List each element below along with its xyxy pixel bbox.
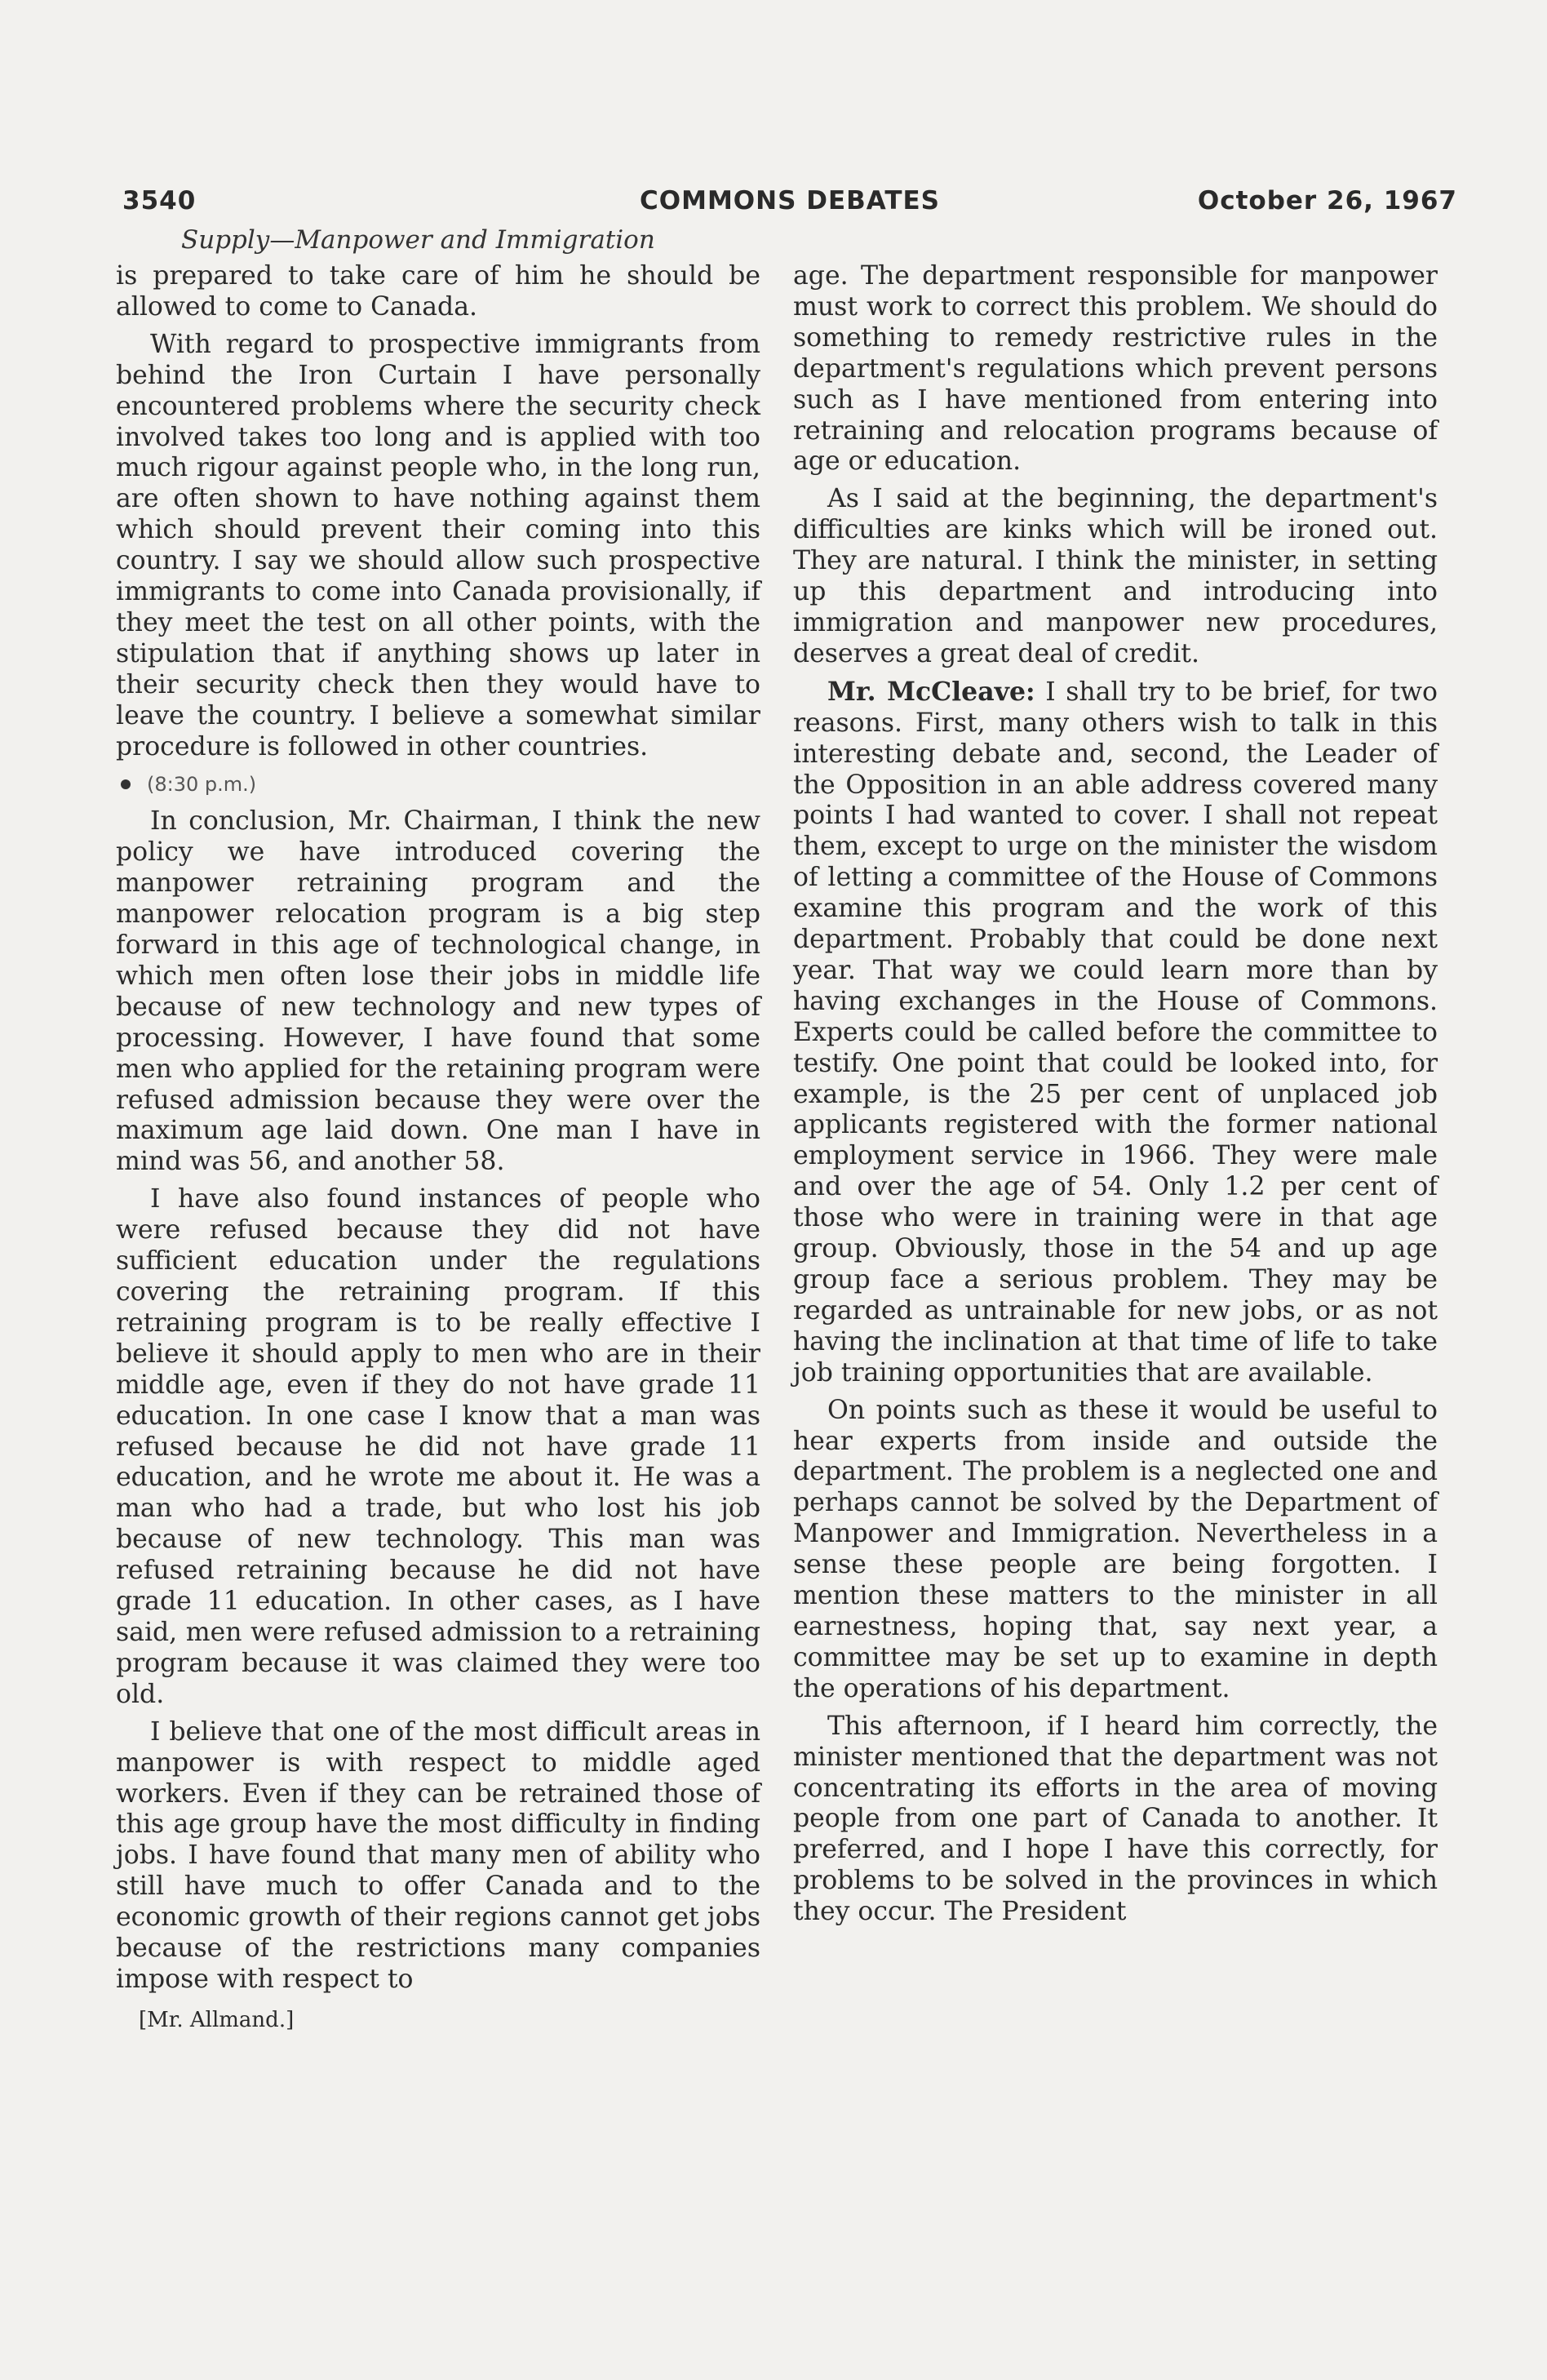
left-column: [116, 261, 760, 2036]
paragraph: On points such as these it would be useful to hear experts from inside and outside the department. The problem is a neglected one and perhaps cannot be solved by the Department of Manpower and Immigration. Nevertheless in a sense these people are being forgotten. I mention these matters to the minister in all earnestness, hoping that, say next year, a committee may be set up to examine in depth the operations of his department.: [793, 1395, 1438, 1703]
speech-text: I shall try to be brief, for two reasons. First, many others wish to talk in this interesting debate and, second, the Leader of the Opposition in an able address covered many points I had wanted to cover. I shall not repeat them, except to urge on the minister the wisdom of letting a committee of the House of Commons examine this program and the work of this department. Probably that could be done next year. That way we could learn more than by having exchanges in the House of Commons. Experts could be called before the committee to testify. One point that could be looked into, for example, is the 25 per cent of unplaced job applicants registered with the former national employment service in 1966. They were male and over the age of 54. Only 1.2 per cent of those who were in training were in that age group. Obviously, those in the 54 and up age group face a serious problem. They may be regarded as untrainable for new jobs, or as not having the inclination at that time of life to take job training opportunities that are available.: [793, 677, 1438, 1388]
bullet-icon: [121, 779, 131, 789]
publication-date: October 26, 1967: [1197, 186, 1457, 215]
paragraph: With regard to prospective immigrants from behind the Iron Curtain I have personally encountered problems where the security check involved takes too long and is applied with too much rigour against people who, in the long run, are often shown to have nothing against them which should prevent their coming into this country. I say we should allow such prospective immigrants to come into Canada provisionally, if they meet the test on all other points, with the stipulation that if anything shows up later in their security check then they would have to leave the country. I believe a somewhat similar procedure is followed in other countries.: [116, 329, 760, 762]
speaker-footer: [Mr. Allmand.]: [139, 2007, 295, 2032]
paragraph: This afternoon, if I heard him correctly, the minister mentioned that the department was not concentrating its efforts in the area of moving people from one part of Canada to another. It preferred, and I hope I have this correctly, for problems to be solved in the provinces in which they occur. The President: [793, 1711, 1438, 1927]
time-marker: [116, 770, 760, 801]
publication-title: COMMONS DEBATES: [640, 186, 940, 215]
paragraph: age. The department responsible for manpower must work to correct this problem. We should do something to remedy restrictive rules in the department's regulations which prevent persons such as I have mentioned from entering into retraining and relocation programs because of age or education.: [793, 261, 1438, 477]
speaker-paragraph: [793, 677, 1438, 1389]
page-number: 3540: [122, 186, 197, 215]
paragraph: I have also found instances of people who were refused because they did not have sufficient education under the regulations covering the retraining program. If this retraining program is to be really effective I believe it should apply to men who are in their middle age, even if they do not have grade 11 education. In one case I know that a man was refused because he did not have grade 11 education, and he wrote me about it. He was a man who had a trade, but who lost his job because of new technology. This man was refused retraining because he did not have grade 11 education. In other cases, as I have said, men were refused admission to a retraining program because it was claimed they were too old.: [116, 1184, 760, 1709]
page-header: [122, 186, 1457, 227]
right-column: [793, 261, 1438, 1934]
paragraph: As I said at the beginning, the department's difficulties are kinks which will be ironed out. They are natural. I think the minister, in setting up this department and introducing into immigration and manpower new procedures, deserves a great deal of credit.: [793, 484, 1438, 668]
paragraph: I believe that one of the most difficult areas in manpower is with respect to middle aged workers. Even if they can be retrained those of this age group have the most difficulty in finding jobs. I have found that many men of ability who still have much to offer Canada and to the economic growth of their regions cannot get jobs because of the restrictions many companies impose with respect to: [116, 1716, 760, 1994]
time-stamp: (8:30 p.m.): [147, 772, 257, 796]
paragraph: is prepared to take care of him he should be allowed to come to Canada.: [116, 261, 760, 322]
speaker-name: Mr. McCleave:: [827, 676, 1035, 707]
subject-heading: Supply—Manpower and Immigration: [181, 225, 655, 255]
paragraph: In conclusion, Mr. Chairman, I think the new policy we have introduced covering the manpower retraining program and the manpower relocation program is a big step forward in this age of technological change, in which men often lose their jobs in middle life because of new technology and new types of processing. However, I have found that some men who applied for the retaining program were refused admission because they were over the maximum age laid down. One man I have in mind was 56, and another 58.: [116, 806, 760, 1177]
